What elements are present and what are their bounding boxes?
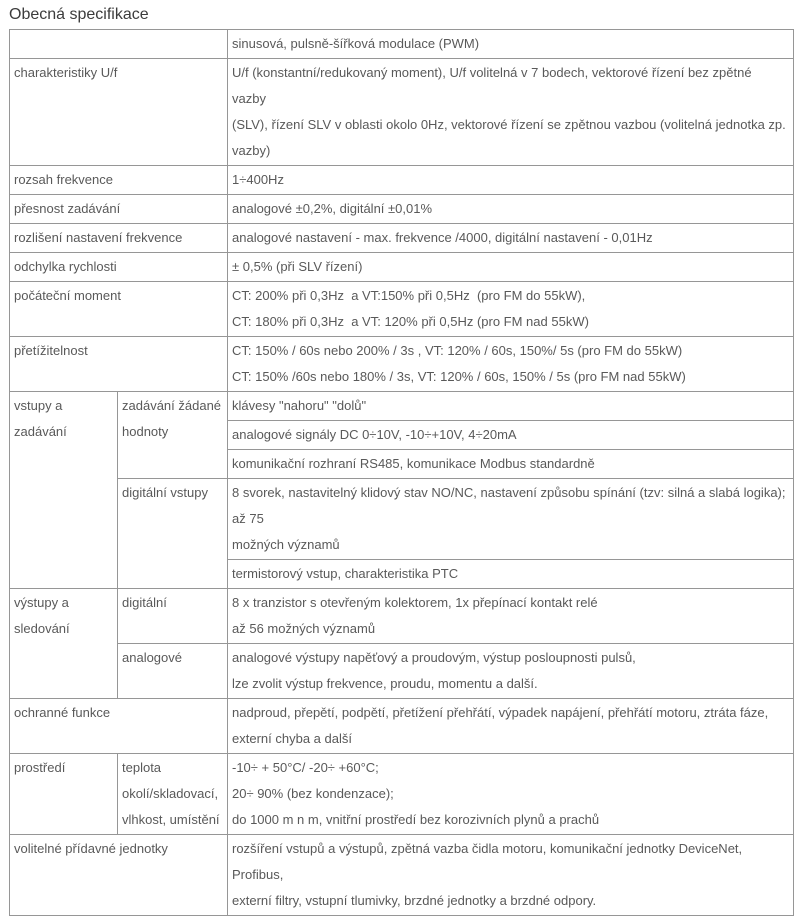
environment-sub-label: [118, 754, 228, 835]
uf-line-3: vazby): [232, 143, 271, 158]
inputs-setpoint-label-line-2: hodnoty: [122, 424, 169, 439]
inputs-digital-value-2: termistorový vstup, charakteristika PTC: [228, 560, 794, 589]
uf-characteristics-label: charakteristiky U/f: [10, 59, 228, 166]
inputs-setpoint-value-1: klávesy "nahoru" "dolů": [228, 392, 794, 421]
setting-accuracy-value: analogové ±0,2%, digitální ±0,01%: [228, 195, 794, 224]
environment-sub-line-2: okolí/skladovací,: [122, 786, 219, 801]
outputs-analog-line-1: analogové výstupy napěťový a proudovým, výstup posloupnosti pulsů,: [232, 650, 636, 665]
row-outputs-digital: [10, 589, 794, 644]
row-speed-deviation: [10, 253, 794, 282]
environment-value: [228, 754, 794, 835]
protective-functions-label: ochranné funkce: [10, 699, 228, 754]
row-starting-torque: [10, 282, 794, 337]
starting-torque-value: [228, 282, 794, 337]
row-outputs-analog: [10, 644, 794, 699]
optional-units-line-1: rozšíření vstupů a výstupů, zpětná vazba čidla motoru, komunikační jednotky DeviceNet, Profibus,: [232, 841, 746, 882]
protective-functions-value: [228, 699, 794, 754]
row-optional-units: [10, 835, 794, 916]
inputs-digital-line-1: 8 svorek, nastavitelný klidový stav NO/NC, nastavení způsobu spínání (tzv: silná a slabá logika); až 75: [232, 485, 790, 526]
outputs-analog-label: analogové: [118, 644, 228, 699]
environment-sub-line-1: teplota: [122, 760, 162, 775]
environment-line-2: 20÷ 90% (bez kondenzace);: [232, 786, 394, 801]
starting-torque-label: počáteční moment: [10, 282, 228, 337]
inputs-setpoint-label-line-1: zadávání žádané: [122, 398, 222, 413]
protective-line-2: externí chyba a další: [232, 731, 352, 746]
outputs-label: [10, 589, 118, 699]
starting-torque-line-2: CT: 180% při 0,3Hz a VT: 120% při 0,5Hz (pro FM nad 55kW): [232, 314, 589, 329]
page-title: Obecná specifikace: [9, 6, 149, 23]
optional-units-label: volitelné přídavné jednotky: [10, 835, 228, 916]
row-modulation: [10, 30, 794, 59]
overload-line-1: CT: 150% / 60s nebo 200% / 3s , VT: 120% / 60s, 150%/ 5s (pro FM do 55kW): [232, 343, 683, 358]
overload-capacity-value: [228, 337, 794, 392]
inputs-digital-line-2: možných významů: [232, 537, 340, 552]
optional-units-line-2: externí filtry, vstupní tlumivky, brzdné jednotky a brzdné odpory.: [232, 893, 597, 908]
inputs-setpoint-label: [118, 392, 228, 479]
row-frequency-range: [10, 166, 794, 195]
protective-line-1: nadproud, přepětí, podpětí, přetížení přehřátí, výpadek napájení, přehřátí motoru, ztráta fáze,: [232, 705, 769, 720]
environment-sub-line-3: vlhkost, umístění: [122, 812, 220, 827]
outputs-analog-line-2: lze zvolit výstup frekvence, proudu, momentu a další.: [232, 676, 538, 691]
frequency-range-label: rozsah frekvence: [10, 166, 228, 195]
outputs-digital-value: [228, 589, 794, 644]
row-protective-functions: [10, 699, 794, 754]
modulation-label-empty-cell: [10, 30, 228, 59]
inputs-digital-label: digitální vstupy: [118, 479, 228, 589]
uf-line-1: U/f (konstantní/redukovaný moment), U/f volitelná v 7 bodech, vektorové řízení bez zpětné vazby: [232, 65, 756, 106]
inputs-setpoint-value-3: komunikační rozhraní RS485, komunikace Modbus standardně: [228, 450, 794, 479]
speed-deviation-label: odchylka rychlosti: [10, 253, 228, 282]
row-setting-accuracy: [10, 195, 794, 224]
environment-line-3: do 1000 m n m, vnitřní prostředí bez korozivních plynů a prachů: [232, 812, 600, 827]
overload-capacity-label: přetížitelnost: [10, 337, 228, 392]
frequency-resolution-value: analogové nastavení - max. frekvence /4000, digitální nastavení - 0,01Hz: [228, 224, 794, 253]
outputs-digital-line-2: až 56 možných významů: [232, 621, 376, 636]
environment-label: prostředí: [10, 754, 118, 835]
outputs-analog-value: [228, 644, 794, 699]
inputs-setpoint-value-2: analogové signály DC 0÷10V, -10÷+10V, 4÷20mA: [228, 421, 794, 450]
optional-units-value: [228, 835, 794, 916]
row-environment: [10, 754, 794, 835]
row-inputs-digital-1: [10, 479, 794, 560]
setting-accuracy-label: přesnost zadávání: [10, 195, 228, 224]
row-inputs-setpoint-1: [10, 392, 794, 421]
outputs-digital-line-1: 8 x tranzistor s otevřeným kolektorem, 1x přepínací kontakt relé: [232, 595, 598, 610]
starting-torque-line-1: CT: 200% při 0,3Hz a VT:150% při 0,5Hz (pro FM do 55kW),: [232, 288, 586, 303]
row-overload-capacity: [10, 337, 794, 392]
environment-line-1: -10÷ + 50°C/ -20÷ +60°C;: [232, 760, 379, 775]
frequency-range-value: 1÷400Hz: [228, 166, 794, 195]
outputs-label-line-2: sledování: [14, 621, 70, 636]
row-frequency-resolution: [10, 224, 794, 253]
outputs-digital-label: digitální: [118, 589, 228, 644]
uf-characteristics-value: [228, 59, 794, 166]
frequency-resolution-label: rozlišení nastavení frekvence: [10, 224, 228, 253]
uf-line-2: (SLV), řízení SLV v oblasti okolo 0Hz, vektorové řízení se zpětnou vazbou (volitelná jednotka zp.: [232, 117, 786, 132]
spec-table: [9, 29, 794, 916]
row-uf-characteristics: [10, 59, 794, 166]
outputs-label-line-1: výstupy a: [14, 595, 69, 610]
inputs-label: vstupy a zadávání: [10, 392, 118, 589]
overload-line-2: CT: 150% /60s nebo 180% / 3s, VT: 120% / 60s, 150% / 5s (pro FM nad 55kW): [232, 369, 686, 384]
speed-deviation-value: ± 0,5% (při SLV řízení): [228, 253, 794, 282]
modulation-value: sinusová, pulsně-šířková modulace (PWM): [228, 30, 794, 59]
inputs-digital-value-1: [228, 479, 794, 560]
